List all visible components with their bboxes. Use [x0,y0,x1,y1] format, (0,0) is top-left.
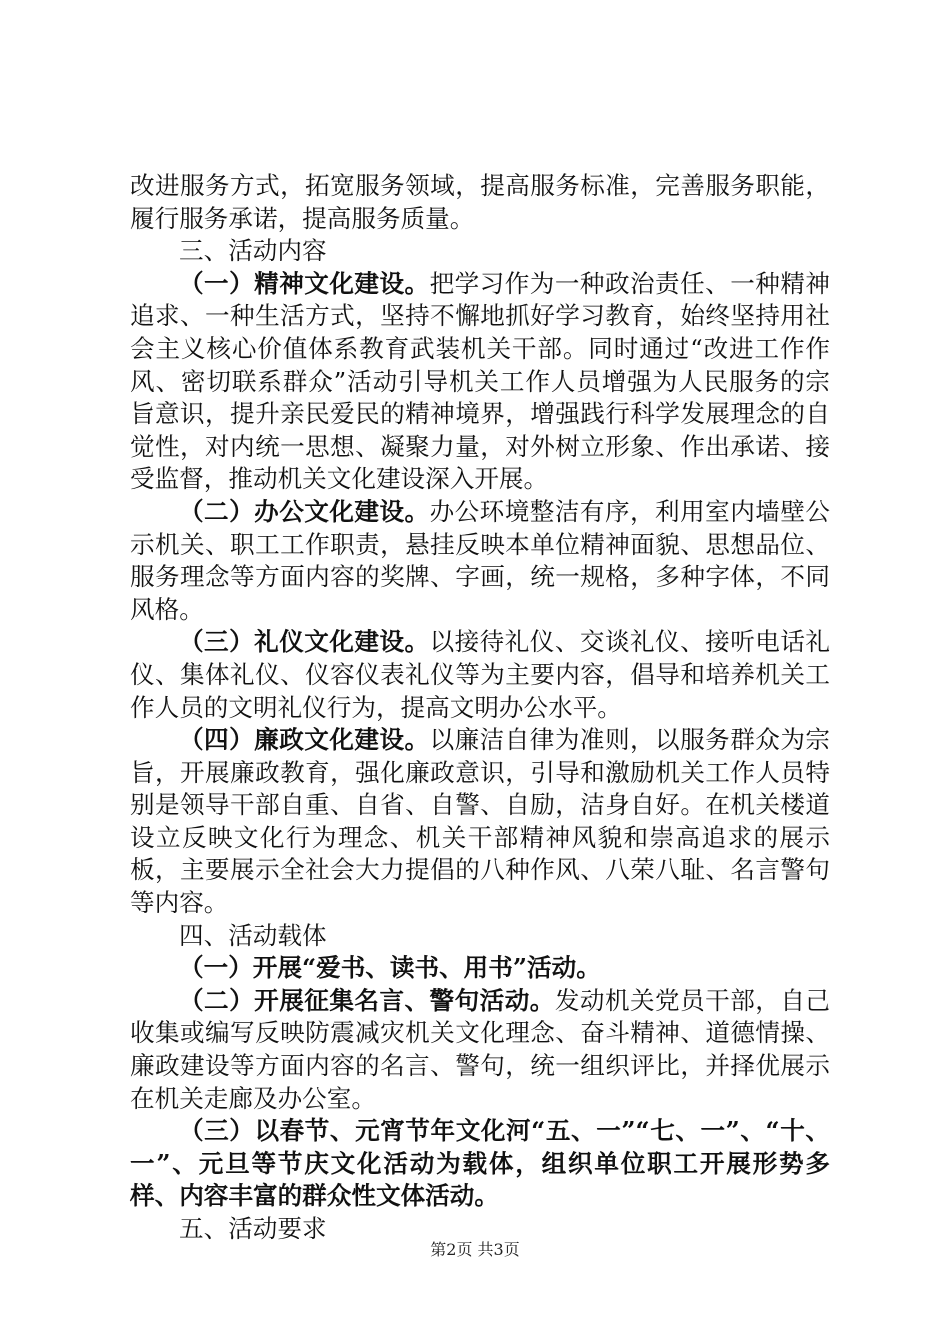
paragraph-lead: （四）廉政文化建设。 [179,725,430,755]
paragraph-book-activity [130,952,830,985]
paragraph-text: 改进服务方式，拓宽服务领域，提高服务标准，完善服务职能，履行服务承诺，提高服务质量。 [130,171,830,233]
document-body [130,170,830,1246]
paragraph-festival-activities [130,1115,830,1213]
paragraph-integrity-culture [130,724,830,920]
paragraph-lead: （三）以春节、元宵节年文化河“五、一”“七、一”、“十、一”、元旦等节庆文化活动为载体，组织单位职工开展形势多样、内容丰富的群众性文体活动。 [130,1116,830,1211]
paragraph-lead: （二）办公文化建设。 [179,496,430,526]
paragraph-motto-collection [130,985,830,1115]
paragraph-text: 以接待礼仪、交谈礼仪、接听电话礼仪、集体礼仪、仪容仪表礼仪等为主要内容，倡导和培养机关工作人员的文明礼仪行为，提高文明办公水平。 [130,627,830,722]
paragraph-text: 发动机关党员干部，自己收集或编写反映防震减灾机关文化理念、奋斗精神、道德情操、廉政建设等方面内容的名言、警句，统一组织评比，并择优展示在机关走廊及办公室。 [130,985,830,1113]
paragraph-text: 以廉洁自律为准则，以服务群众为宗旨，开展廉政教育，强化廉政意识，引导和激励机关工作人员特别是领导干部自重、自省、自警、自励，洁身自好。在机关楼道设立反映文化行为理念、机关干部精神风貌和崇高追求的展示板，主要展示全社会大力提倡的八种作风、八荣八耻、名言警句等内容。 [130,725,830,918]
paragraph-lead: （二）开展征集名言、警句活动。 [179,985,555,1015]
paragraph-lead: （一）开展“爱书、读书、用书”活动。 [179,953,601,983]
page-footer [0,1238,950,1262]
paragraph-etiquette-culture [130,626,830,724]
paragraph-office-culture [130,496,830,626]
section-heading-activity-content [130,235,830,268]
paragraph-lead: （一）精神文化建设。 [179,268,430,298]
heading-text: 四、活动载体 [179,920,327,950]
paragraph-spiritual-culture [130,268,830,496]
paragraph-text: 把学习作为一种政治责任、一种精神追求、一种生活方式，坚持不懈地抓好学习教育，始终坚持用社会主义核心价值体系教育武装机关干部。同时通过“改进工作作风、密切联系群众”活动引导机关工作人员增强为人民服务的宗旨意识，提升亲民爱民的精神境界，增强践行科学发展理念的自觉性，对内统一思想、凝聚力量，对外树立形象、作出承诺、接受监督，推动机关文化建设深入开展。 [130,268,830,494]
paragraph-service-continuation [130,170,830,235]
paragraph-text: 办公环境整洁有序，利用室内墙壁公示机关、职工工作职责，悬挂反映本单位精神面貌、思想品位、服务理念等方面内容的奖牌、字画，统一规格，多种字体，不同风格。 [130,496,830,624]
page-number-label: 第2页 共3页 [430,1240,520,1259]
section-heading-activity-carrier [130,920,830,953]
paragraph-lead: （三）礼仪文化建设。 [179,627,430,657]
heading-text: 五、活动要求 [179,1214,327,1243]
heading-text: 三、活动内容 [179,236,327,266]
